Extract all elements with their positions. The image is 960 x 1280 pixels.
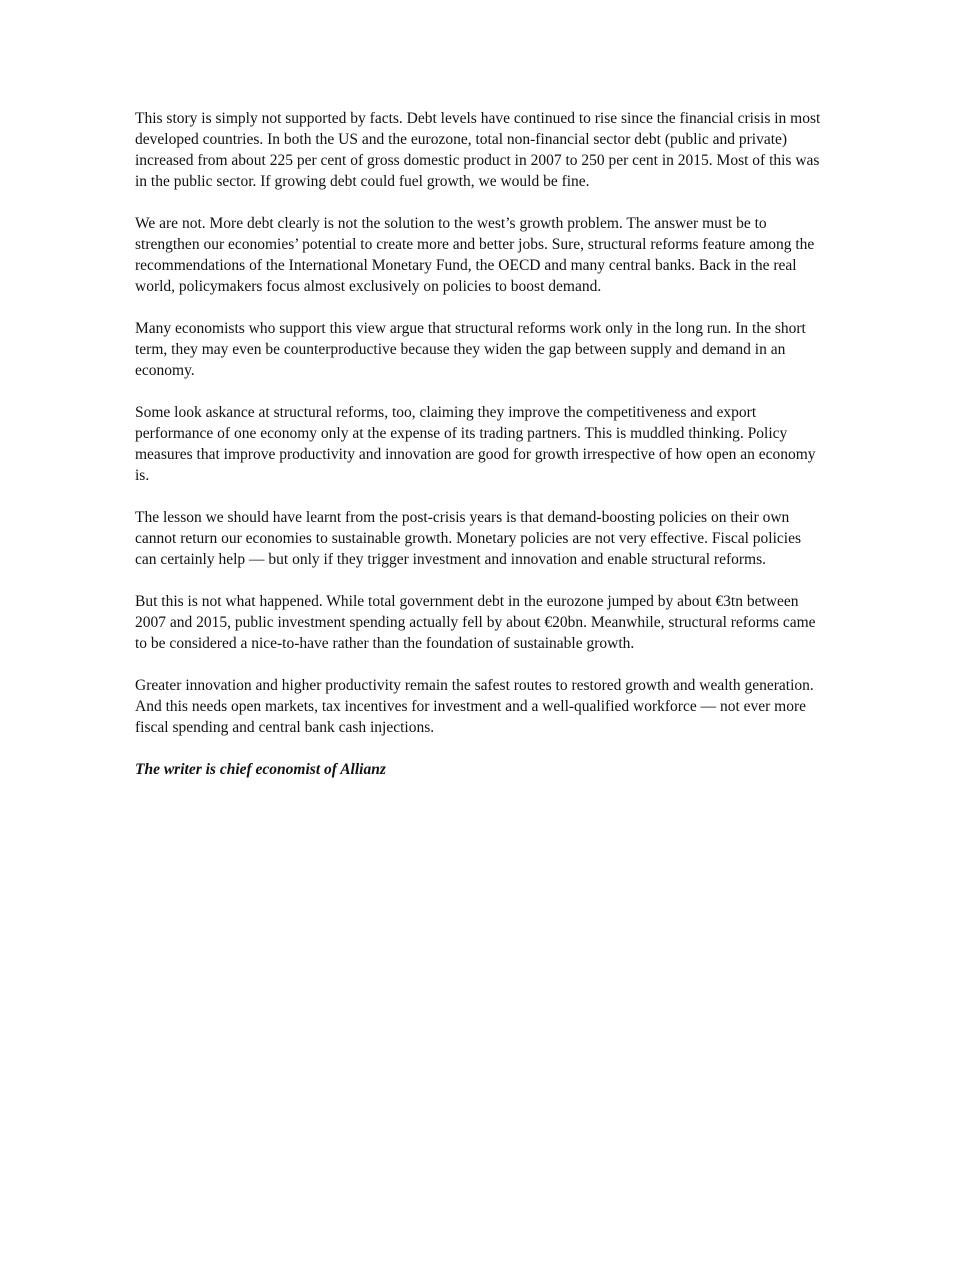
paragraph-structural-reforms: We are not. More debt clearly is not the solution to the west’s growth problem. The answer must be to strengthen our economies’ potential to create more and better jobs. Sure, structural reforms feature among the recommendations of the International Monetary Fund, the OECD and many central banks. Back in the real world, policymakers focus almost exclusively on policies to boost demand. (135, 215, 815, 295)
paragraph-lesson: The lesson we should have learnt from the post-crisis years is that demand-boosting policies on their own cannot return our economies to sustainable growth. Monetary policies are not very effective. Fiscal policies can certainly help — but only if they trigger investment and innovation and enable structural reforms. (135, 509, 802, 568)
author-byline: The writer is chief economist of Allianz (135, 761, 386, 778)
paragraph-eurozone-debt: But this is not what happened. While total government debt in the eurozone jumped by about €3tn between 2007 and 2015, public investment spending actually fell by about €20bn. Meanwhile, structural reforms came to be considered a nice-to-have rather than the foundation of sustainable growth. (135, 593, 816, 652)
paragraph-debt-facts: This story is simply not supported by facts. Debt levels have continued to rise since the financial crisis in most developed countries. In both the US and the eurozone, total non-financial sector debt (public and private) increased from about 225 per cent of gross domestic product in 2007 to 250 per cent in 2015. Most of this was in the public sector. If growing debt could fuel growth, we would be fine. (135, 110, 821, 190)
paragraph-long-run: Many economists who support this view argue that structural reforms work only in the long run. In the short term, they may even be counterproductive because they widen the gap between supply and demand in an economy. (135, 320, 806, 379)
article-body (135, 108, 825, 780)
paragraph-innovation: Greater innovation and higher productivity remain the safest routes to restored growth and wealth generation. And this needs open markets, tax incentives for investment and a well-qualified workforce — not ever more fiscal spending and central bank cash injections. (135, 677, 814, 736)
paragraph-competitiveness: Some look askance at structural reforms, too, claiming they improve the competitiveness and export performance of one economy only at the expense of its trading partners. This is muddled thinking. Policy measures that improve productivity and innovation are good for growth irrespective of how open an economy is. (135, 404, 816, 484)
